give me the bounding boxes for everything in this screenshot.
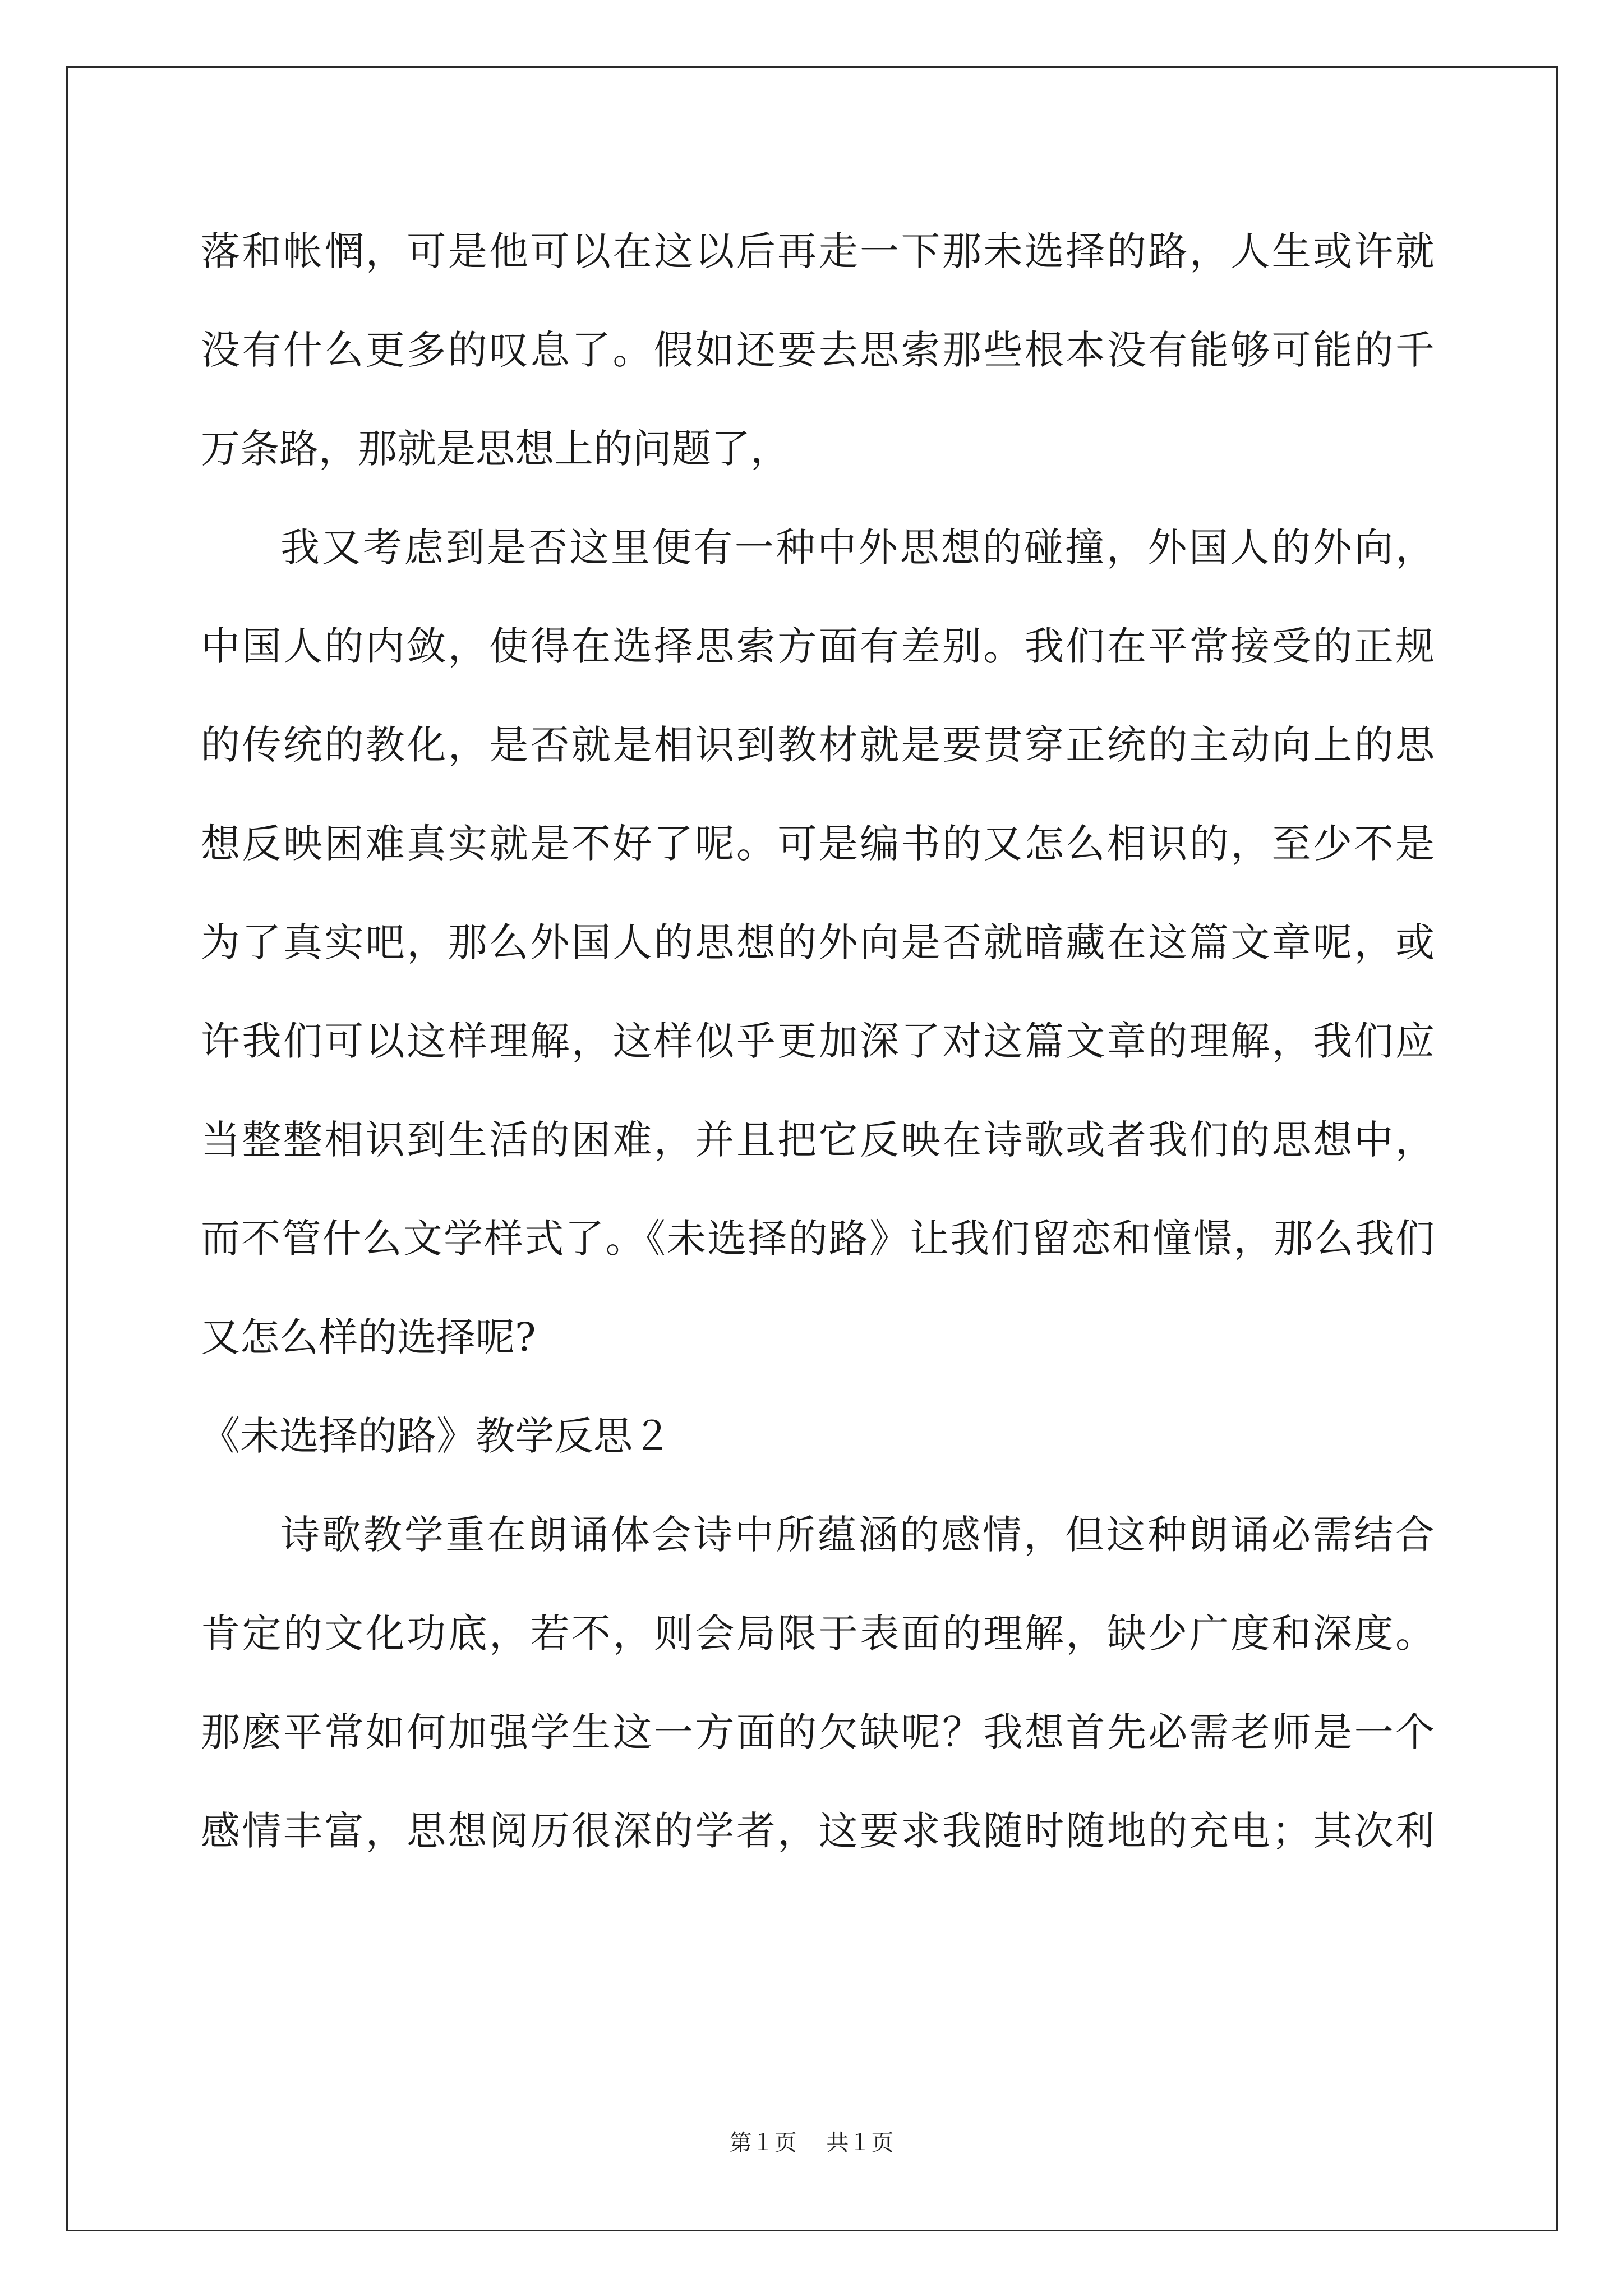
- paragraph-3-line-3: 那麽平常如何加强学生这一方面的欠缺呢？我想首先必需老师是一个: [201, 1709, 1435, 1755]
- paragraph-2-line-7: 当整整相识到生活的困难，并且把它反映在诗歌或者我们的思想中，: [201, 1117, 1435, 1163]
- paragraph-3-line-2: 肯定的文化功底，若不，则会局限于表面的理解，缺少广度和深度。: [201, 1611, 1435, 1657]
- paragraph-1-line-1: 落和帐惘，可是他可以在这以后再走一下那未选择的路，人生或许就: [201, 228, 1435, 274]
- paragraph-2-line-2: 中国人的内敛，使得在选择思索方面有差别。我们在平常接受的正规: [201, 623, 1435, 669]
- page-footer: [0, 2125, 1623, 2157]
- paragraph-3-line-1: 诗歌教学重在朗诵体会诗中所蕴涵的感情，但这种朗诵必需结合: [280, 1512, 1435, 1558]
- paragraph-2-line-8: 而不管什么文学样式了。《未选择的路》让我们留恋和憧憬，那么我们: [201, 1216, 1435, 1262]
- paragraph-3-line-4: 感情丰富，思想阅历很深的学者，这要求我随时随地的充电；其次利: [201, 1808, 1435, 1854]
- document-body: [201, 218, 1435, 1896]
- paragraph-2-line-5: 为了真实吧，那么外国人的思想的外向是否就暗藏在这篇文章呢，或: [201, 919, 1435, 965]
- paragraph-1-line-2: 没有什么更多的叹息了。假如还要去思索那些根本没有能够可能的千: [201, 327, 1435, 373]
- paragraph-2-line-3: 的传统的教化，是否就是相识到教材就是要贯穿正统的主动向上的思: [201, 722, 1435, 768]
- paragraph-2-line-1: 我又考虑到是否这里便有一种中外思想的碰撞，外国人的外向，: [280, 524, 1435, 570]
- paragraph-2-line-4: 想反映困难真实就是不好了呢。可是编书的又怎么相识的，至少不是: [201, 821, 1435, 867]
- paragraph-1-line-3: 万条路，那就是思想上的问题了，: [201, 426, 790, 472]
- section-heading: 《未选择的路》教学反思２: [201, 1413, 672, 1459]
- page-total: 共１页: [826, 2130, 894, 2156]
- page-number: 第１页: [729, 2130, 797, 2156]
- paragraph-2-line-6: 许我们可以这样理解，这样似乎更加深了对这篇文章的理解，我们应: [201, 1018, 1435, 1064]
- paragraph-2-line-9: 又怎么样的选择呢?: [201, 1314, 536, 1360]
